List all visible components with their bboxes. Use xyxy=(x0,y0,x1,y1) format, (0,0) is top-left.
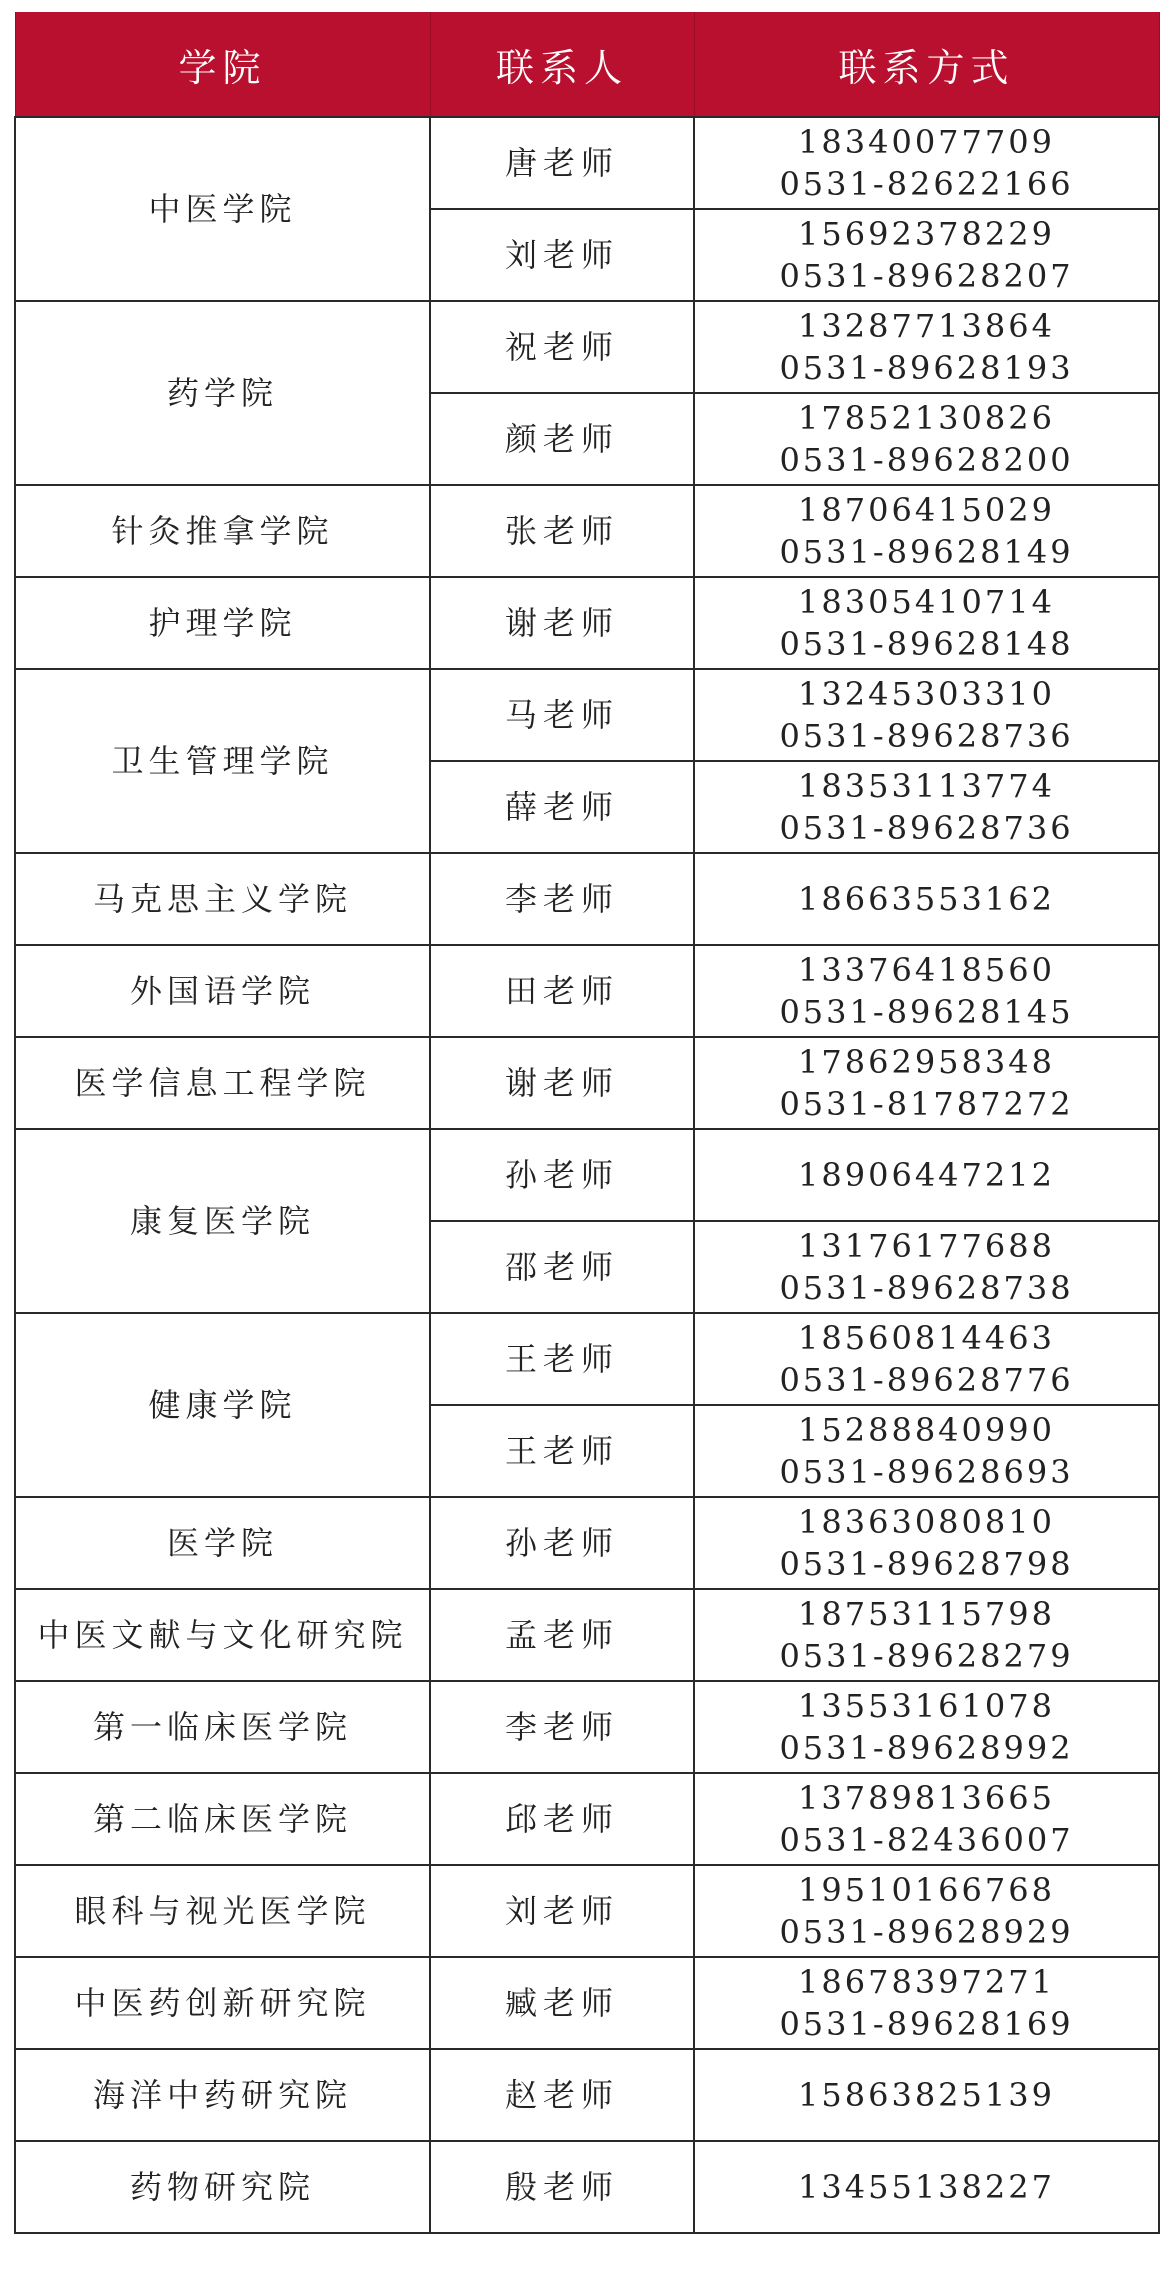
contact-phone-cell xyxy=(694,1865,1159,1957)
phone-number: 18340077709 xyxy=(798,123,1055,161)
contact-phone-cell xyxy=(694,1497,1159,1589)
contact-phone-cell xyxy=(694,1221,1159,1313)
table-header xyxy=(15,12,1159,117)
phone-number: 18753115798 xyxy=(798,1595,1055,1633)
office-phone-number: 0531-89628279 xyxy=(779,1637,1074,1675)
contacts-table xyxy=(14,12,1160,2234)
college-cell: 药物研究院 xyxy=(15,2141,430,2233)
table-row xyxy=(15,1589,1159,1681)
office-phone-number: 0531-82436007 xyxy=(779,1821,1074,1859)
table-row xyxy=(15,301,1159,393)
contact-name-cell: 张老师 xyxy=(430,485,694,577)
office-phone-number: 0531-89628169 xyxy=(779,2005,1074,2043)
office-phone-number: 0531-89628193 xyxy=(779,349,1074,387)
table-row xyxy=(15,1957,1159,2049)
table-row xyxy=(15,1313,1159,1405)
contact-name-cell: 赵老师 xyxy=(430,2049,694,2141)
table-row xyxy=(15,2049,1159,2141)
contact-name-cell: 臧老师 xyxy=(430,1957,694,2049)
table-row xyxy=(15,1865,1159,1957)
phone-number: 13455138227 xyxy=(798,2168,1055,2206)
college-cell: 针灸推拿学院 xyxy=(15,485,430,577)
phone-number: 17852130826 xyxy=(798,399,1055,437)
table-row xyxy=(15,669,1159,761)
phone-number: 13553161078 xyxy=(798,1687,1055,1725)
phone-number: 15692378229 xyxy=(798,215,1055,253)
office-phone-number: 0531-89628736 xyxy=(779,717,1074,755)
phone-number: 13376418560 xyxy=(798,951,1055,989)
contact-name-cell: 孙老师 xyxy=(430,1497,694,1589)
table-row xyxy=(15,2141,1159,2233)
office-phone-number: 0531-89628207 xyxy=(779,257,1074,295)
phone-number: 18353113774 xyxy=(798,767,1055,805)
contact-name-cell: 薛老师 xyxy=(430,761,694,853)
office-phone-number: 0531-89628145 xyxy=(779,993,1074,1031)
office-phone-number: 0531-89628693 xyxy=(779,1453,1074,1491)
contact-phone-cell xyxy=(694,2049,1159,2141)
contact-phone-cell xyxy=(694,209,1159,301)
phone-number: 13245303310 xyxy=(798,675,1055,713)
table-row xyxy=(15,1497,1159,1589)
contact-phone-cell xyxy=(694,1313,1159,1405)
office-phone-number: 0531-89628992 xyxy=(779,1729,1074,1767)
contact-name-cell: 祝老师 xyxy=(430,301,694,393)
table-row xyxy=(15,1129,1159,1221)
office-phone-number: 0531-89628798 xyxy=(779,1545,1074,1583)
college-cell: 外国语学院 xyxy=(15,945,430,1037)
table-row xyxy=(15,853,1159,945)
college-cell: 眼科与视光医学院 xyxy=(15,1865,430,1957)
header-contact-person: 联系人 xyxy=(430,12,694,117)
contact-name-cell: 刘老师 xyxy=(430,209,694,301)
contact-phone-cell xyxy=(694,669,1159,761)
contact-name-cell: 李老师 xyxy=(430,1681,694,1773)
contact-name-cell: 谢老师 xyxy=(430,1037,694,1129)
office-phone-number: 0531-89628736 xyxy=(779,809,1074,847)
phone-number: 18363080810 xyxy=(798,1503,1055,1541)
contact-name-cell: 孙老师 xyxy=(430,1129,694,1221)
header-row xyxy=(15,12,1159,117)
office-phone-number: 0531-89628776 xyxy=(779,1361,1074,1399)
college-cell: 医学院 xyxy=(15,1497,430,1589)
contact-phone-cell xyxy=(694,393,1159,485)
contact-phone-cell xyxy=(694,1681,1159,1773)
contact-name-cell: 邱老师 xyxy=(430,1773,694,1865)
phone-number: 18906447212 xyxy=(798,1156,1055,1194)
contact-phone-cell xyxy=(694,853,1159,945)
contact-phone-cell xyxy=(694,1589,1159,1681)
phone-number: 18663553162 xyxy=(798,880,1055,918)
office-phone-number: 0531-89628200 xyxy=(779,441,1074,479)
college-cell: 中医学院 xyxy=(15,117,430,301)
college-cell: 卫生管理学院 xyxy=(15,669,430,853)
phone-number: 18560814463 xyxy=(798,1319,1055,1357)
contact-name-cell: 谢老师 xyxy=(430,577,694,669)
phone-number: 18706415029 xyxy=(798,491,1055,529)
table-row xyxy=(15,945,1159,1037)
phone-number: 18678397271 xyxy=(798,1963,1055,2001)
college-cell: 中医文献与文化研究院 xyxy=(15,1589,430,1681)
phone-number: 15863825139 xyxy=(798,2076,1055,2114)
table-row xyxy=(15,117,1159,209)
contact-name-cell: 马老师 xyxy=(430,669,694,761)
college-cell: 药学院 xyxy=(15,301,430,485)
header-contact-info: 联系方式 xyxy=(694,12,1159,117)
college-cell: 医学信息工程学院 xyxy=(15,1037,430,1129)
contact-phone-cell xyxy=(694,2141,1159,2233)
college-cell: 海洋中药研究院 xyxy=(15,2049,430,2141)
office-phone-number: 0531-89628929 xyxy=(779,1913,1074,1951)
phone-number: 13176177688 xyxy=(798,1227,1055,1265)
contact-phone-cell xyxy=(694,1405,1159,1497)
office-phone-number: 0531-89628148 xyxy=(779,625,1074,663)
contact-name-cell: 王老师 xyxy=(430,1313,694,1405)
phone-number: 17862958348 xyxy=(798,1043,1055,1081)
contact-phone-cell xyxy=(694,1037,1159,1129)
contact-name-cell: 刘老师 xyxy=(430,1865,694,1957)
office-phone-number: 0531-81787272 xyxy=(779,1085,1074,1123)
contact-phone-cell xyxy=(694,117,1159,209)
college-cell: 马克思主义学院 xyxy=(15,853,430,945)
table-row xyxy=(15,577,1159,669)
contact-name-cell: 颜老师 xyxy=(430,393,694,485)
college-cell: 健康学院 xyxy=(15,1313,430,1497)
contact-phone-cell xyxy=(694,301,1159,393)
phone-number: 19510166768 xyxy=(798,1871,1055,1909)
contact-name-cell: 殷老师 xyxy=(430,2141,694,2233)
header-college: 学院 xyxy=(15,12,430,117)
phone-number: 15288840990 xyxy=(798,1411,1055,1449)
contact-name-cell: 唐老师 xyxy=(430,117,694,209)
college-cell: 第二临床医学院 xyxy=(15,1773,430,1865)
table-row xyxy=(15,1773,1159,1865)
contact-phone-cell xyxy=(694,1129,1159,1221)
college-cell: 中医药创新研究院 xyxy=(15,1957,430,2049)
contact-phone-cell xyxy=(694,1957,1159,2049)
contact-phone-cell xyxy=(694,577,1159,669)
contact-phone-cell xyxy=(694,485,1159,577)
contact-name-cell: 李老师 xyxy=(430,853,694,945)
contact-name-cell: 王老师 xyxy=(430,1405,694,1497)
office-phone-number: 0531-82622166 xyxy=(779,165,1074,203)
table-body xyxy=(15,117,1159,2233)
college-cell: 康复医学院 xyxy=(15,1129,430,1313)
table-row xyxy=(15,1037,1159,1129)
phone-number: 18305410714 xyxy=(798,583,1055,621)
contact-phone-cell xyxy=(694,761,1159,853)
phone-number: 13287713864 xyxy=(798,307,1055,345)
college-cell: 护理学院 xyxy=(15,577,430,669)
contact-phone-cell xyxy=(694,945,1159,1037)
office-phone-number: 0531-89628149 xyxy=(779,533,1074,571)
college-cell: 第一临床医学院 xyxy=(15,1681,430,1773)
office-phone-number: 0531-89628738 xyxy=(779,1269,1074,1307)
table-row xyxy=(15,1681,1159,1773)
table-row xyxy=(15,485,1159,577)
contact-name-cell: 田老师 xyxy=(430,945,694,1037)
contact-name-cell: 邵老师 xyxy=(430,1221,694,1313)
contact-phone-cell xyxy=(694,1773,1159,1865)
phone-number: 13789813665 xyxy=(798,1779,1055,1817)
contact-name-cell: 孟老师 xyxy=(430,1589,694,1681)
